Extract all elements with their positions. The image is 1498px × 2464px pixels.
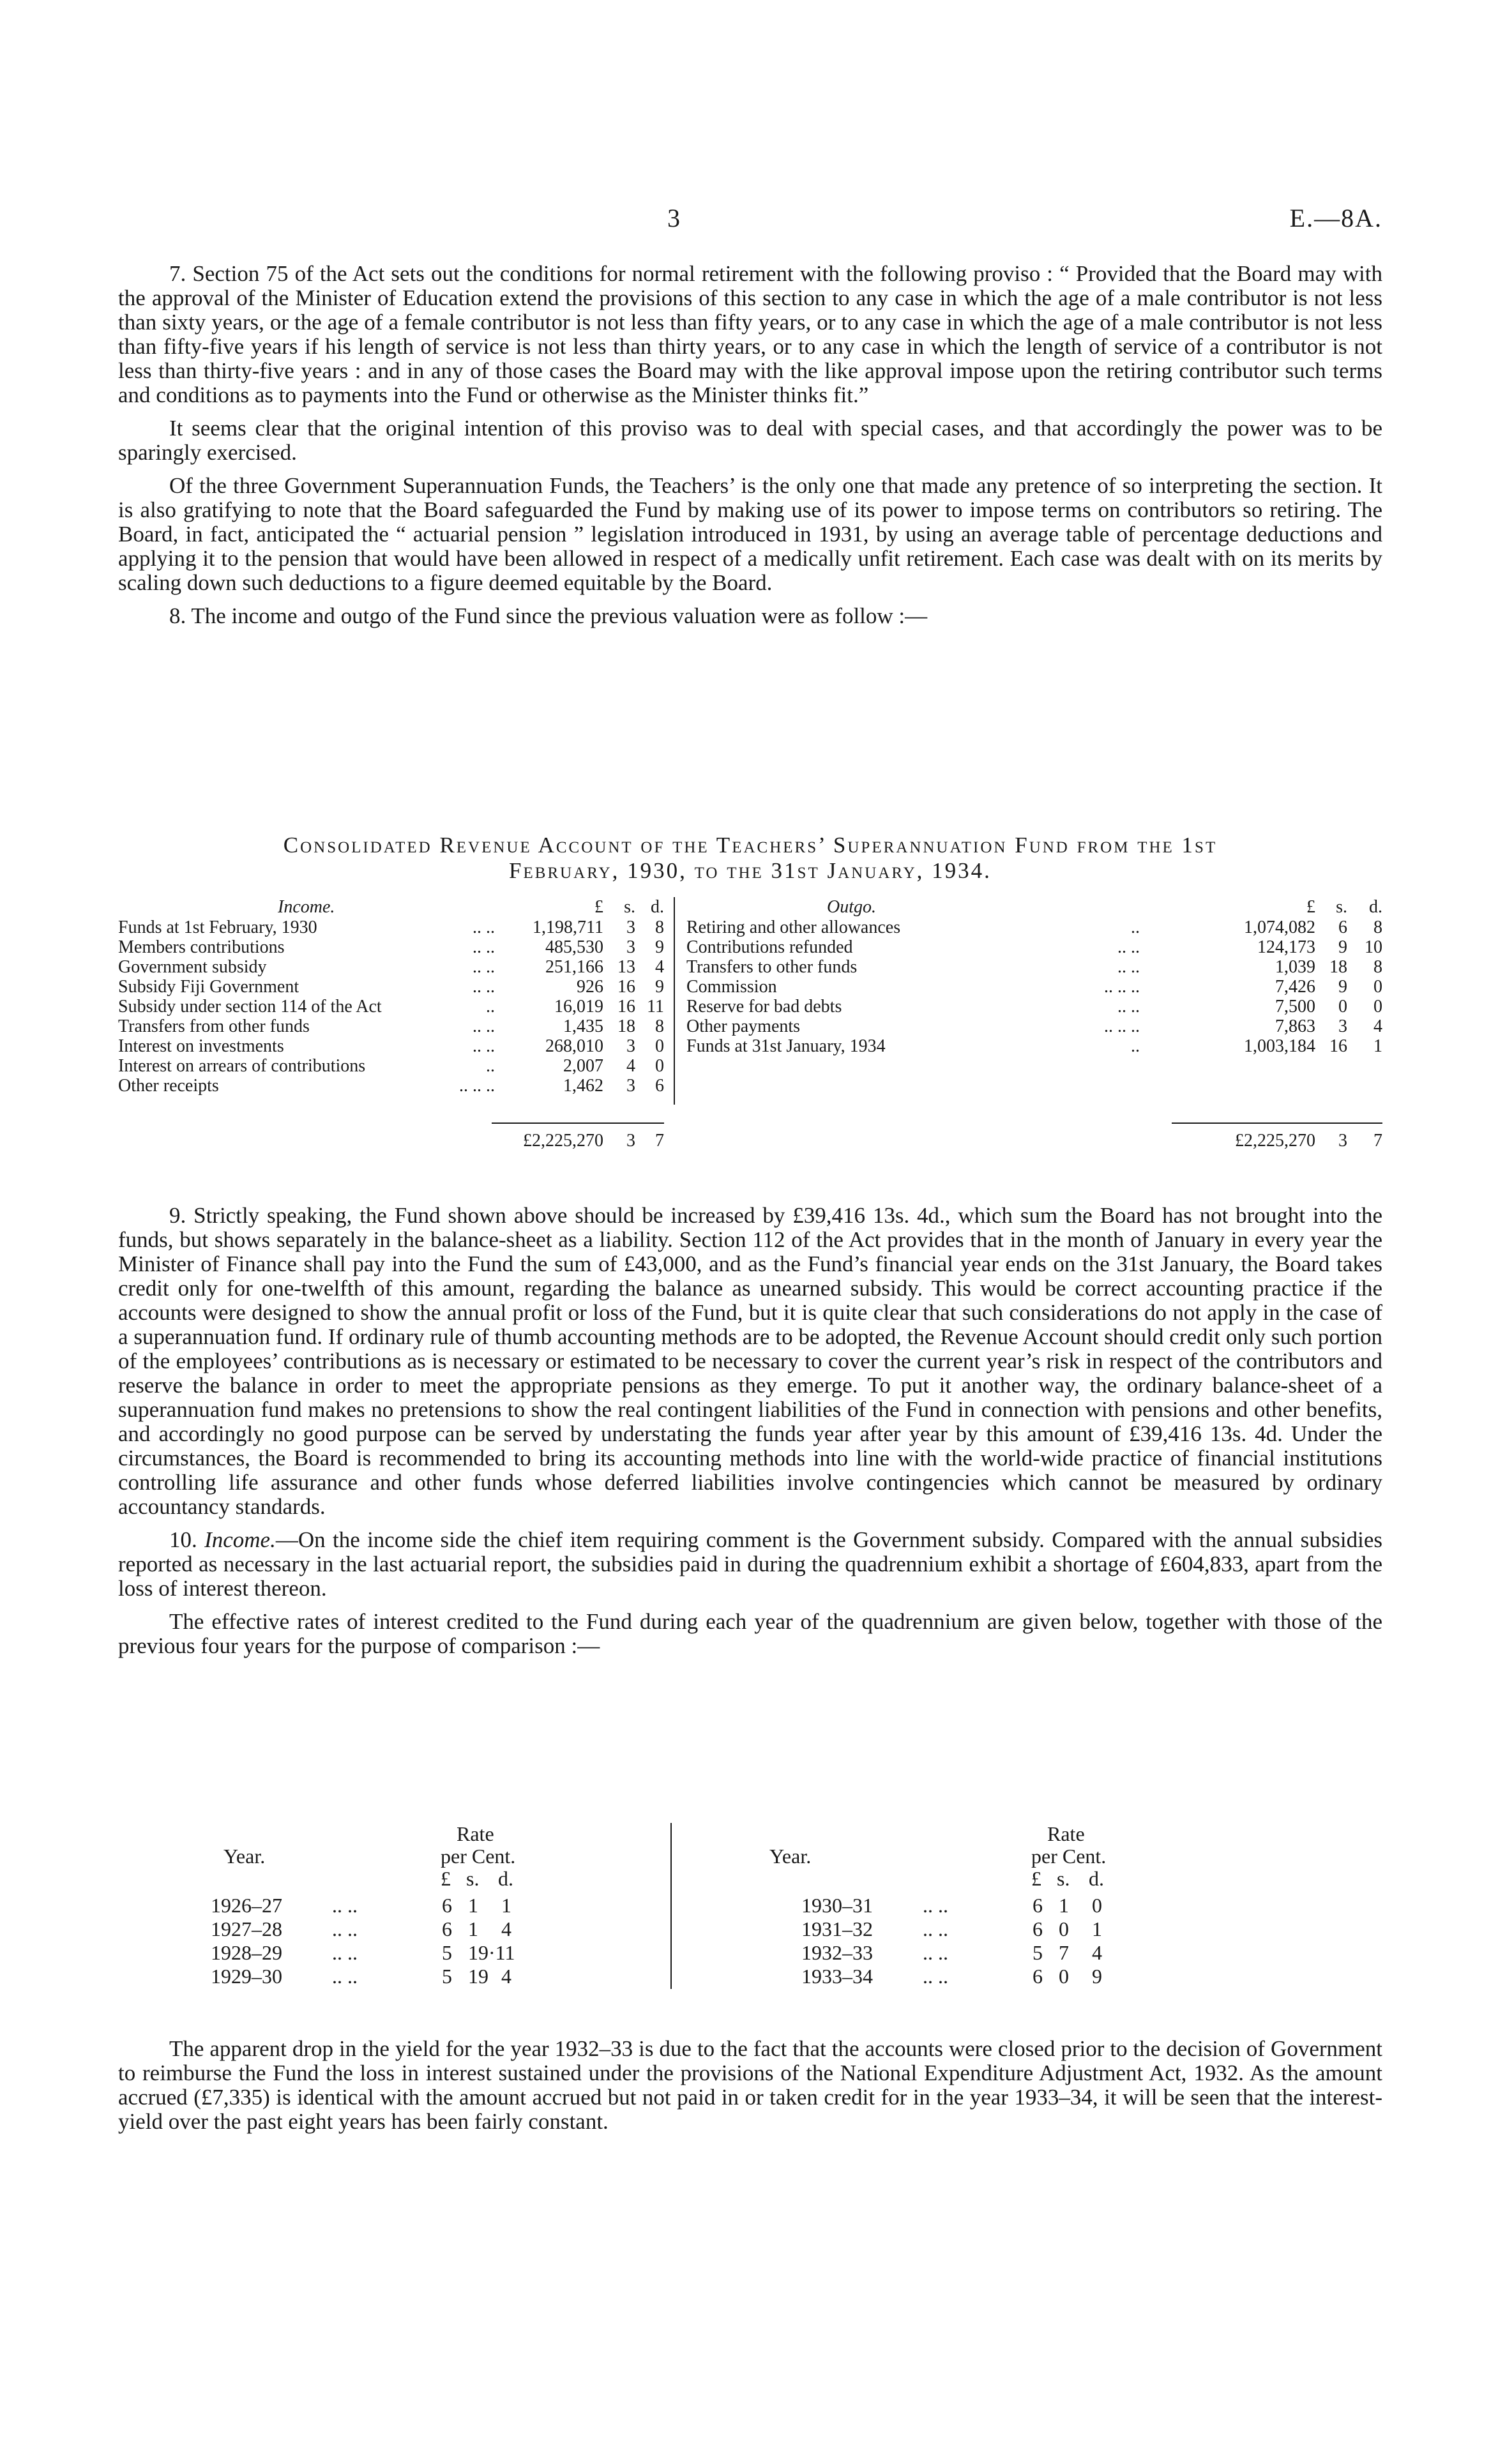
left-rate-pence: 4: [501, 1917, 511, 1940]
income-item-shillings: 16: [617, 977, 635, 997]
right-dots: .. ..: [923, 1894, 948, 1917]
paragraph-10: [118, 1528, 1382, 1601]
left-rate-pence: 4: [501, 1965, 511, 1988]
outgo-item-pence: 8: [1373, 957, 1382, 977]
account-title-line-1: Consolidated Revenue Account of the Teachers’ Superannuation Fund from the 1st: [283, 833, 1218, 858]
right-rate-heading-2: per Cent.: [1031, 1845, 1107, 1868]
left-rate-heading-1: Rate: [457, 1822, 494, 1845]
income-item-label: Funds at 1st February, 1930: [118, 918, 317, 937]
right-dots: .. ..: [923, 1941, 948, 1964]
right-year: 1931–32: [801, 1917, 873, 1940]
outgo-item-pounds: 7,426: [1275, 977, 1315, 997]
outgo-item-pounds: 1,003,184: [1244, 1036, 1315, 1056]
left-rate-pounds: 5: [442, 1941, 452, 1964]
right-pence-head: d.: [1089, 1867, 1104, 1890]
left-rate-heading-2: per Cent.: [441, 1845, 516, 1868]
outgo-item-shillings: 3: [1338, 1017, 1347, 1036]
income-item-dots: .. ..: [473, 937, 495, 957]
income-heading: Income.: [278, 897, 335, 917]
outgo-item-shillings: 9: [1338, 937, 1347, 957]
interest-table-divider: [670, 1823, 672, 1989]
income-item-pounds: 268,010: [545, 1036, 603, 1056]
income-item-label: Transfers from other funds: [118, 1017, 310, 1036]
income-item-pence: 0: [655, 1036, 664, 1056]
right-rate-pence: 4: [1092, 1941, 1102, 1964]
right-rate-pounds: 6: [1033, 1894, 1043, 1917]
right-year: 1932–33: [801, 1941, 873, 1964]
paragraph-8: 8. The income and outgo of the Fund since the previous valuation were as follow :—: [169, 603, 928, 628]
outgo-total-pounds: £2,225,270: [1235, 1131, 1315, 1151]
outgo-heading: Outgo.: [827, 897, 876, 917]
left-pounds-head: £: [441, 1867, 451, 1890]
account-title-line-2: February, 1930, to the 31st January, 1934.: [509, 858, 992, 883]
right-shillings-head: s.: [1057, 1867, 1070, 1890]
outgo-pence-head: d.: [1369, 897, 1382, 917]
outgo-item-pounds: 7,500: [1275, 997, 1315, 1017]
outgo-item-label: Reserve for bad debts: [686, 997, 842, 1017]
income-item-dots: .. .. ..: [459, 1076, 495, 1096]
left-pence-head: d.: [498, 1867, 513, 1890]
income-item-dots: .. ..: [473, 957, 495, 977]
income-item-pounds: 1,435: [563, 1017, 603, 1036]
outgo-item-pounds: 1,039: [1275, 957, 1315, 977]
income-item-label: Interest on arrears of contributions: [118, 1056, 366, 1076]
outgo-item-pence: 0: [1373, 997, 1382, 1017]
left-dots: .. ..: [332, 1917, 358, 1940]
right-rate-pounds: 5: [1033, 1941, 1043, 1964]
paragraph-10-text: —On the income side the chief item requiring comment is the Government subsidy. Compared with the annual subsidies reported as necessary in the last actuarial report, the subsidies paid in during the quadrennium exhibit a shortage of £604,833, apart from the loss of interest thereon.: [118, 1527, 1382, 1601]
income-item-pounds: 251,166: [545, 957, 603, 977]
left-year: 1928–29: [211, 1941, 282, 1964]
right-rate-pounds: 6: [1033, 1965, 1043, 1988]
paragraph-7b: It seems clear that the original intention of this proviso was to deal with special cases, and that accordingly the power was to be sparingly exercised.: [118, 416, 1382, 465]
outgo-item-dots: .. .. ..: [1104, 977, 1140, 997]
paragraph-final: The apparent drop in the yield for the year 1932–33 is due to the fact that the accounts were closed prior to the decision of Government to reimburse the Fund the loss in interest sustained under the provisions of the National Expenditure Adjustment Act, 1932. As the amount accrued (£7,335) is identical with the amount accrued but not paid in or taken credit for in the year 1933–34, it will be seen that the interest-yield over the past eight years has been fairly constant.: [118, 2036, 1382, 2134]
left-rate-shillings: 1: [468, 1917, 478, 1940]
income-total-shillings: 3: [626, 1131, 635, 1151]
left-rate-shillings: 19·11: [468, 1941, 515, 1964]
account-divider: [674, 897, 675, 1105]
income-item-pounds: 16,019: [554, 997, 603, 1017]
right-rate-shillings: 0: [1059, 1965, 1069, 1988]
income-total-pounds: £2,225,270: [523, 1131, 603, 1151]
outgo-item-pounds: 124,173: [1257, 937, 1315, 957]
section-7: [118, 262, 1382, 637]
income-item-pounds: 485,530: [545, 937, 603, 957]
page-header: [118, 203, 1382, 235]
left-rate-pounds: 6: [442, 1894, 452, 1917]
income-item-label: Subsidy Fiji Government: [118, 977, 299, 997]
income-item-shillings: 13: [617, 957, 635, 977]
outgo-item-shillings: 9: [1338, 977, 1347, 997]
right-dots: .. ..: [923, 1965, 948, 1988]
left-dots: .. ..: [332, 1894, 358, 1917]
right-year-heading: Year.: [769, 1845, 812, 1868]
left-rate-pounds: 6: [442, 1917, 452, 1940]
income-item-dots: ..: [486, 1056, 495, 1076]
income-item-shillings: 18: [617, 1017, 635, 1036]
right-rate-pence: 0: [1092, 1894, 1102, 1917]
income-item-pence: 6: [655, 1076, 664, 1096]
outgo-item-label: Funds at 31st January, 1934: [686, 1036, 886, 1056]
income-item-pence: 11: [647, 997, 664, 1017]
paragraph-10-heading: Income.: [204, 1527, 276, 1552]
income-item-dots: .. ..: [473, 977, 495, 997]
right-rate-pence: 1: [1092, 1917, 1102, 1940]
left-rate-pence: 1: [501, 1894, 511, 1917]
left-year-heading: Year.: [223, 1845, 266, 1868]
paragraph-7: 7. Section 75 of the Act sets out the conditions for normal retirement with the following proviso : “ Provided that the Board may with the approval of the Minister of Education extend the provisions of this section to any case in which the age of a male contributor is not less than sixty years, or the age of a female contributor is not less than fifty years, or to any case in which the age of a male contributor is not less than fifty-five years if his length of service is not less than thirty years, or to any case in which the length of service of a contributor is not less than thirty-five years : and in any of those cases the Board may with the like approval impose upon the retiring contributor such terms and conditions as to payments into the Fund or otherwise as the Minister thinks fit.”: [118, 261, 1382, 407]
income-total-pence: 7: [655, 1131, 664, 1151]
right-year: 1933–34: [801, 1965, 873, 1988]
right-rate-shillings: 0: [1059, 1917, 1069, 1940]
paragraph-9: 9. Strictly speaking, the Fund shown above should be increased by £39,416 13s. 4d., which sum the Board has not brought into the funds, but shows separately in the balance-sheet as a liability. Section 112 of the Act provides that in the month of January in every year the Minister of Finance shall pay into the Fund the sum of £43,000, and as the Fund’s financial year ends on the 31st January, the Board takes credit only for one-twelfth of this amount, regarding the balance as unearned subsidy. This would be correct accounting practice if the accounts were designed to show the annual profit or loss of the Fund, but it is quite clear that such considerations do not apply in the case of a superannuation fund. If ordinary rule of thumb accounting methods are to be adopted, the Revenue Account should credit only such portion of the employees’ contributions as is necessary or estimated to be necessary to cover the current year’s risk in respect of the contributors and reserve the balance in order to meet the appropriate pensions as they emerge. To put it another way, the ordinary balance-sheet of a superannuation fund makes no pretensions to show the real contingent liabilities of the Fund in connection with pensions and other benefits, and accordingly no good purpose can be served by understating the funds year after year by this amount of £39,416 13s. 4d. Under the circumstances, the Board is recommended to bring its accounting methods into line with the world-wide practice of financial institutions controlling life assurance and other funds whose deferred liabilities involve contingencies which cannot be measured by ordinary accountancy standards.: [118, 1203, 1382, 1519]
left-shillings-head: s.: [466, 1867, 480, 1890]
right-rate-heading-1: Rate: [1047, 1822, 1085, 1845]
section-final: [118, 2037, 1382, 2143]
income-item-pence: 4: [655, 957, 664, 977]
income-item-pounds: 2,007: [563, 1056, 603, 1076]
income-item-pence: 9: [655, 977, 664, 997]
outgo-total-pence: 7: [1373, 1131, 1382, 1151]
left-year: 1927–28: [211, 1917, 282, 1940]
income-item-shillings: 3: [626, 937, 635, 957]
right-rate-shillings: 1: [1059, 1894, 1069, 1917]
outgo-total-rule: [1172, 1122, 1382, 1124]
outgo-item-shillings: 0: [1338, 997, 1347, 1017]
income-shillings-head: s.: [624, 897, 635, 917]
outgo-item-pence: 1: [1373, 1036, 1382, 1056]
outgo-item-label: Transfers to other funds: [686, 957, 858, 977]
right-pounds-head: £: [1031, 1867, 1041, 1890]
right-rate-pounds: 6: [1033, 1917, 1043, 1940]
income-pence-head: d.: [651, 897, 664, 917]
outgo-item-pence: 10: [1365, 937, 1382, 957]
outgo-item-dots: .. ..: [1117, 997, 1140, 1017]
income-item-label: Members contributions: [118, 937, 285, 957]
account-title: [118, 833, 1382, 884]
left-year: 1929–30: [211, 1965, 282, 1988]
outgo-item-pence: 4: [1373, 1017, 1382, 1036]
income-item-pence: 8: [655, 918, 664, 937]
outgo-item-dots: .. ..: [1117, 937, 1140, 957]
income-item-dots: .. ..: [473, 1036, 495, 1056]
income-total-rule: [492, 1122, 664, 1124]
outgo-item-pence: 0: [1373, 977, 1382, 997]
left-rate-pounds: 5: [442, 1965, 452, 1988]
income-item-dots: .. ..: [473, 1017, 495, 1036]
outgo-item-pounds: 7,863: [1275, 1017, 1315, 1036]
outgo-item-dots: .. ..: [1117, 957, 1140, 977]
outgo-item-pounds: 1,074,082: [1244, 918, 1315, 937]
income-pounds-head: £: [594, 897, 603, 917]
left-dots: .. ..: [332, 1941, 358, 1964]
paragraph-10-number: 10.: [169, 1527, 197, 1552]
outgo-item-label: Other payments: [686, 1017, 801, 1036]
income-item-label: Government subsidy: [118, 957, 267, 977]
income-item-dots: .. ..: [473, 918, 495, 937]
left-rate-shillings: 19: [468, 1965, 488, 1988]
outgo-item-shillings: 18: [1329, 957, 1347, 977]
right-dots: .. ..: [923, 1917, 948, 1940]
paragraph-7c: Of the three Government Superannuation Funds, the Teachers’ is the only one that made any pretence of so interpreting the section. It is also gratifying to note that the Board safeguarded the Fund by making use of its power to impose terms on contributors so retiring. The Board, in fact, anticipated the “ actuarial pension ” legislation introduced in 1931, by using an average table of percentage deductions and applying it to the pension that would have been allowed in respect of a medically unfit retirement. Each case was dealt with on its merits by scaling down such deductions to a figure deemed equitable by the Board.: [118, 473, 1382, 595]
income-item-shillings: 3: [626, 1076, 635, 1096]
income-item-pounds: 926: [577, 977, 603, 997]
outgo-item-pence: 8: [1373, 918, 1382, 937]
income-item-shillings: 3: [626, 918, 635, 937]
paragraph-10b: The effective rates of interest credited to the Fund during each year of the quadrennium are given below, together with those of the previous four years for the purpose of comparison :—: [118, 1609, 1382, 1658]
outgo-pounds-head: £: [1306, 897, 1315, 917]
income-item-dots: ..: [486, 997, 495, 1017]
left-year: 1926–27: [211, 1894, 282, 1917]
outgo-item-shillings: 16: [1329, 1036, 1347, 1056]
outgo-item-dots: ..: [1131, 1036, 1140, 1056]
right-year: 1930–31: [801, 1894, 873, 1917]
outgo-item-label: Contributions refunded: [686, 937, 853, 957]
left-dots: .. ..: [332, 1965, 358, 1988]
section-9: [118, 1204, 1382, 1667]
outgo-shillings-head: s.: [1336, 897, 1347, 917]
right-rate-pence: 9: [1092, 1965, 1102, 1988]
income-item-label: Interest on investments: [118, 1036, 284, 1056]
income-item-pence: 8: [655, 1017, 664, 1036]
income-item-shillings: 3: [626, 1036, 635, 1056]
outgo-item-dots: .. .. ..: [1104, 1017, 1140, 1036]
income-item-pounds: 1,198,711: [533, 918, 603, 937]
income-item-pounds: 1,462: [563, 1076, 603, 1096]
outgo-total-shillings: 3: [1338, 1131, 1347, 1151]
outgo-item-label: Retiring and other allowances: [686, 918, 901, 937]
left-rate-shillings: 1: [468, 1894, 478, 1917]
document-reference: E.—8A.: [1289, 204, 1382, 232]
income-item-shillings: 16: [617, 997, 635, 1017]
outgo-item-dots: ..: [1131, 918, 1140, 937]
outgo-item-label: Commission: [686, 977, 777, 997]
income-item-pence: 0: [655, 1056, 664, 1076]
income-item-shillings: 4: [626, 1056, 635, 1076]
page-number: 3: [667, 204, 680, 232]
income-item-pence: 9: [655, 937, 664, 957]
income-item-label: Other receipts: [118, 1076, 219, 1096]
outgo-item-shillings: 6: [1338, 918, 1347, 937]
income-item-label: Subsidy under section 114 of the Act: [118, 997, 382, 1017]
right-rate-shillings: 7: [1059, 1941, 1069, 1964]
